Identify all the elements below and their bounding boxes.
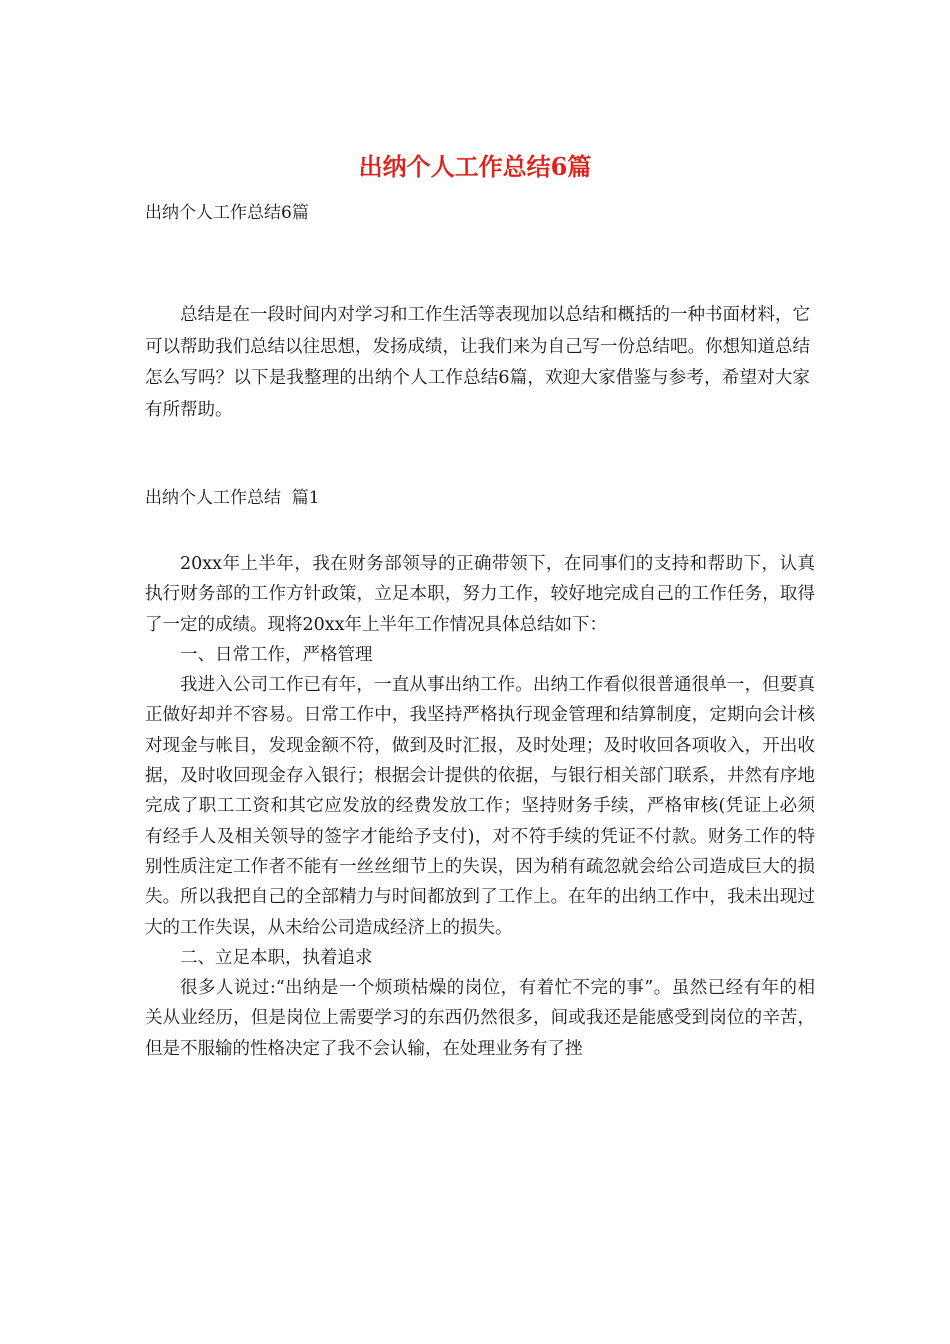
subheading: 二、立足本职，执着追求 — [180, 947, 373, 968]
document-title: 出纳个人工作总结6篇 — [358, 152, 592, 181]
section-body — [145, 549, 815, 1064]
body-paragraph: 很多人说过:“出纳是一个烦琐枯燥的岗位，有着忙不完的事”。虽然已经有年的相关从业经历，但是岗位上需要学习的东西仍然很多，间或我还是能感受到岗位的辛苦，但是不服输的性格决定了我不会认输，在处理业务有了挫 — [145, 978, 815, 1059]
document-subtitle: 出纳个人工作总结6篇 — [145, 203, 309, 223]
body-paragraph: 20xx年上半年，我在财务部领导的正确带领下，在同事们的支持和帮助下，认真执行财务部的工作方针政策，立足本职，努力工作，较好地完成自己的工作任务，取得了一定的成绩。现将20xx年上半年工作情况具体总结如下： — [145, 554, 815, 635]
subheading: 一、日常工作，严格管理 — [180, 644, 373, 665]
intro-paragraph: 总结是在一段时间内对学习和工作生活等表现加以总结和概括的一种书面材料，它可以帮助我们总结以往思想，发扬成绩，让我们来为自己写一份总结吧。你想知道总结怎么写吗？以下是我整理的出纳个人工作总结6篇，欢迎大家借鉴与参考，希望对大家有所帮助。 — [145, 305, 810, 420]
section-heading: 出纳个人工作总结 篇1 — [145, 488, 320, 508]
body-paragraph: 我进入公司工作已有年，一直从事出纳工作。出纳工作看似很普通很单一，但要真正做好却并不容易。日常工作中，我坚持严格执行现金管理和结算制度，定期向会计核对现金与帐目，发现金额不符，做到及时汇报，及时处理；及时收回各项收入，开出收据，及时收回现金存入银行；根据会计提供的依据，与银行相关部门联系，井然有序地完成了职工工资和其它应发放的经费发放工作；坚持财务手续，严格审核(凭证上必须有经手人及相关领导的签字才能给予支付)，对不符手续的凭证不付款。财务工作的特别性质注定工作者不能有一丝丝细节上的失误，因为稍有疏忽就会给公司造成巨大的损失。所以我把自己的全部精力与时间都放到了工作上。在年的出纳工作中，我未出现过大的工作失误，从未给公司造成经济上的损失。 — [145, 675, 815, 938]
